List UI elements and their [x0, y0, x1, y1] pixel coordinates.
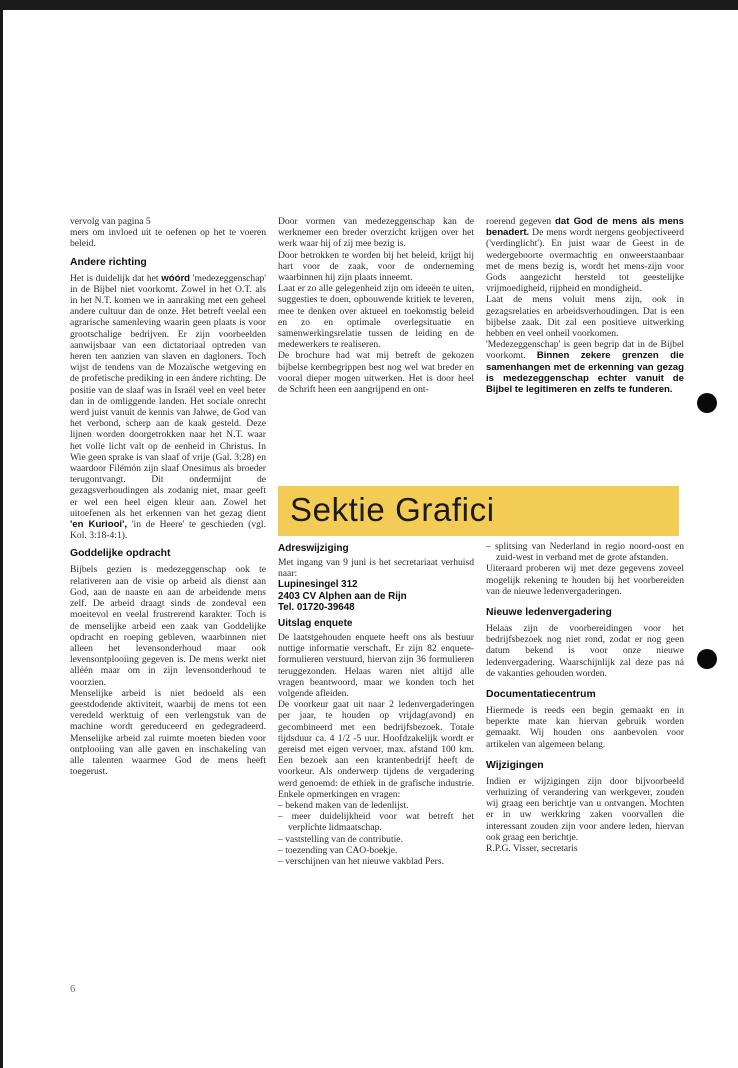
heading-goddelijke-opdracht: Goddelijke opdracht: [70, 548, 171, 560]
list-item: – toezending van CAO-boekje.: [278, 845, 474, 856]
paragraph: Menselijke arbeid is niet bedoeld als een geestdodende aktiviteit, waarbij de mens tot een veredeld werktuig of een verlengstuk van de machine wordt gereduceerd en gedegradeerd. Menselijke arbeid zal ruimte moeten bieden voor ontplooiing van alle gaven en inschakeling van alle talenten waarmee God de mens heeft toegerust.: [70, 687, 266, 778]
heading-uitslag-enquete: Uitslag enquete: [278, 617, 353, 629]
scan-top-edge: [0, 0, 738, 10]
paragraph: 'Medezeggenschap' is geen begrip dat in de Bijbel voorkomt. Binnen zekere grenzen die samenhangen met de erkenning van gezag is medezeggenschap echter vanuit de Bijbel te legitimeren en zelfs te funderen.: [486, 339, 684, 396]
column-3-section: [486, 541, 684, 854]
paragraph: De laatstgehouden enquete heeft ons als bestuur nuttige informatie verschaft. Er zijn 82 enquete-formulieren verstuurd, hiervan zijn 36 formulieren teruggezonden. Helaas waren niet altijd alle vragen beantwoord, maar we konden toch het volgende afleiden.: [278, 631, 474, 699]
column-2: [278, 216, 474, 395]
scan-left-edge: [0, 0, 3, 1068]
address-line: Lupinesingel 312: [278, 579, 358, 591]
paragraph: Bijbels gezien is medezeggenschap ook te relativeren aan de visie op arbeid als dienst aan God, aan de naaste en aan de arbeidende mens zelf. De arbeid draagt sinds de zondeval een moeitevol en veelal frustrerend karakter. Toch is de menselijke arbeid een zaak van Goddelijke opdracht en roeping gebleven, waarbinnen niet alleen het levensonderhoud maar ook levensontplooiing gegeven is. De mens werkt niet alléén maar om in zijn levensonderhoud te voorzien.: [70, 564, 266, 688]
paragraph: Laat de mens voluit mens zijn, ook in gezagsrelaties en arbeidsverhoudingen. Dat is een bijbelse zaak. Dit zal een positieve uitwerking hebben en veel onheil voorkomen.: [486, 294, 684, 340]
column-1: [70, 216, 266, 777]
paragraph: De voorkeur gaat uit naar 2 ledenvergaderingen per jaar, te houden op vrijdag(avond) en gecombineerd met een bedrijfsbezoek. Totale tijdsduur ca. 4 1/2 -5 uur. Hoofdzakelijk wordt er gereisd met eigen vervoer, max. afstand 100 km. Een bezoek aan een krantenbedrijf heeft de voorkeur. Als onderwerp tijdens de vergadering werd genoemd: de ethiek in de grafische industrie. Enkele opmerkingen en vragen:: [278, 699, 474, 800]
list-item: – verschijnen van het nieuwe vakblad Pers.: [278, 856, 474, 867]
heading-documentatiecentrum: Documentatiecentrum: [486, 689, 596, 701]
heading-wijzigingen: Wijzigingen: [486, 759, 544, 771]
heading-adreswijziging: Adreswijziging: [278, 543, 349, 554]
heading-andere-richting: Andere richting: [70, 256, 147, 268]
address-line: 2403 CV Alphen aan de Rijn: [278, 590, 407, 602]
paragraph: Door vormen van medezeggenschap kan de werknemer een breder overzicht krijgen over het werk waar hij of zij mee bezig is.: [278, 216, 474, 250]
list-item: – bekend maken van de ledenlijst.: [278, 800, 474, 811]
paragraph: Hiermede is reeds een begin gemaakt en in beperkte mate kan hiervan gebruik worden gemaakt. Wij houden ons aanbevolen voor artikelen van algemeen belang.: [486, 705, 684, 750]
paragraph: Door betrokken te worden bij het beleid, krijgt hij hart voor de zaak, voor de onderneming waarbinnen hij zijn plaats inneemt.: [278, 249, 474, 284]
section-title: Sektie Grafici: [290, 491, 495, 528]
paragraph: Helaas zijn de voorbereidingen voor het bedrijfsbezoek nog niet rond, zodat er nog geen datum bekend is voor onze nieuwe ledenvergadering. Waarschijnlijk zal deze pas ná de vakanties gehouden worden.: [486, 623, 684, 679]
paragraph: Het is duidelijk dat het wóórd 'medezeggenschap' in de Bijbel niet voorkomt. Zowel in het O.T. als in het N.T. komen we in aanraking met een geheel andere cultuur dan de onze. Het betreft veelal een agrarische samenleving waarin geen plaats is voor grootschalige bedrijven. Er zijn voorbeelden aanwijsbaar van een dictatoriaal optreden van heren ten aanzien van slaven en dagloners. Toch wijst de tendens van de Mozaïsche wetgeving en de profetische prediking in een ándere richting. De positie van de slaaf was in Israël veel en veel beter dan in de omliggende landen. Het sociale onrecht werd juist vanuit de kennis van Jahwe, de God van het verbond, scherp aan de kaak gesteld. Deze lijnen worden doorgetrokken naar het N.T. waar het volle licht valt op de eenheid in Christus. In Wie geen sprake is van slaaf of vrije (Gal. 3:28) en waardoor Filémón zijn slaaf Onesimus als broeder terugontvangt. Dit ondermijnt de gezagsverhoudingen als zodanig niet, maar geeft er wel een heel eigen kleur aan. Zowel het uitoefenen als het erkennen van het gezag dient 'en Kuriooi', 'in de Heere' te geschieden (vgl. Kol. 3:18-4:1).: [70, 272, 266, 542]
column-2-section: [278, 541, 474, 867]
list-item: – splitsing van Nederland in regio noord-oost en zuid-west in verband met de grote afstanden.: [486, 541, 684, 563]
paragraph: Laat er zo alle gelegenheid zijn om ideeën te uiten, suggesties te doen, opbouwende kritiek te leveren, mee te denken over aktueel en toekomstig beleid en zo en optimale overlegsituatie en samenwerkingsrelatie tussen de leiding en de medewerkers te realiseren.: [278, 283, 474, 351]
list-item: – vaststelling van de contributie.: [278, 834, 474, 845]
heading-nieuwe-ledenvergadering: Nieuwe ledenvergadering: [486, 607, 612, 619]
paragraph: Indien er wijzigingen zijn door bijvoorbeeld verhuizing of verandering van werkgever, zouden wij graag een berichtje van u ontvangen. Mochten er in uw werkkring zaken voorvallen die interessant zouden zijn voor andere leden, hiervan ook graag een berichtje.: [486, 775, 684, 843]
remarks-list-continued: [486, 541, 684, 563]
section-banner: [278, 486, 679, 536]
punch-hole: [697, 393, 717, 413]
column-3: [486, 216, 684, 395]
list-item: – meer duidelijkheid voor wat betreft het verplichte lidmaatschap.: [278, 811, 474, 833]
paragraph: roerend gegeven dat God de mens als mens benadert. De mens wordt nergens geobjectiveerd ('verdinglicht'). En juist waar de Geest in de wedergeboorte overmachtig en onweerstaanbaar met de mens bezig is, wordt het mens-zijn voor Gods aangezicht hersteld tot geestelijke vrijmoedigheid, rijpheid en mondigheid.: [486, 216, 685, 295]
paragraph: mers om invloed uit te oefenen op het te voeren beleid.: [70, 227, 266, 250]
paragraph: Uiteraard proberen wij met deze gegevens zoveel mogelijk rekening te houden bij het voorbereiden van de nieuwe ledenvergaderingen.: [486, 563, 684, 597]
paragraph: Met ingang van 9 juni is het secretariaat verhuisd naar:: [278, 557, 474, 580]
continued-note: vervolg van pagina 5: [70, 216, 151, 227]
paragraph: De brochure had wat mij betreft de gekozen bijbelse kernbegrippen best nog wel wat breder en vooral dieper mogen uitwerken. Het is door heel de Schrift heen een aangrijpend en ont-: [278, 350, 474, 396]
page-number: 6: [70, 983, 76, 995]
signature: R.P.G. Visser, secretaris: [486, 843, 578, 855]
remarks-list: [278, 800, 474, 867]
punch-hole: [697, 649, 717, 669]
phone-line: Tel. 01720-39648: [278, 602, 355, 614]
